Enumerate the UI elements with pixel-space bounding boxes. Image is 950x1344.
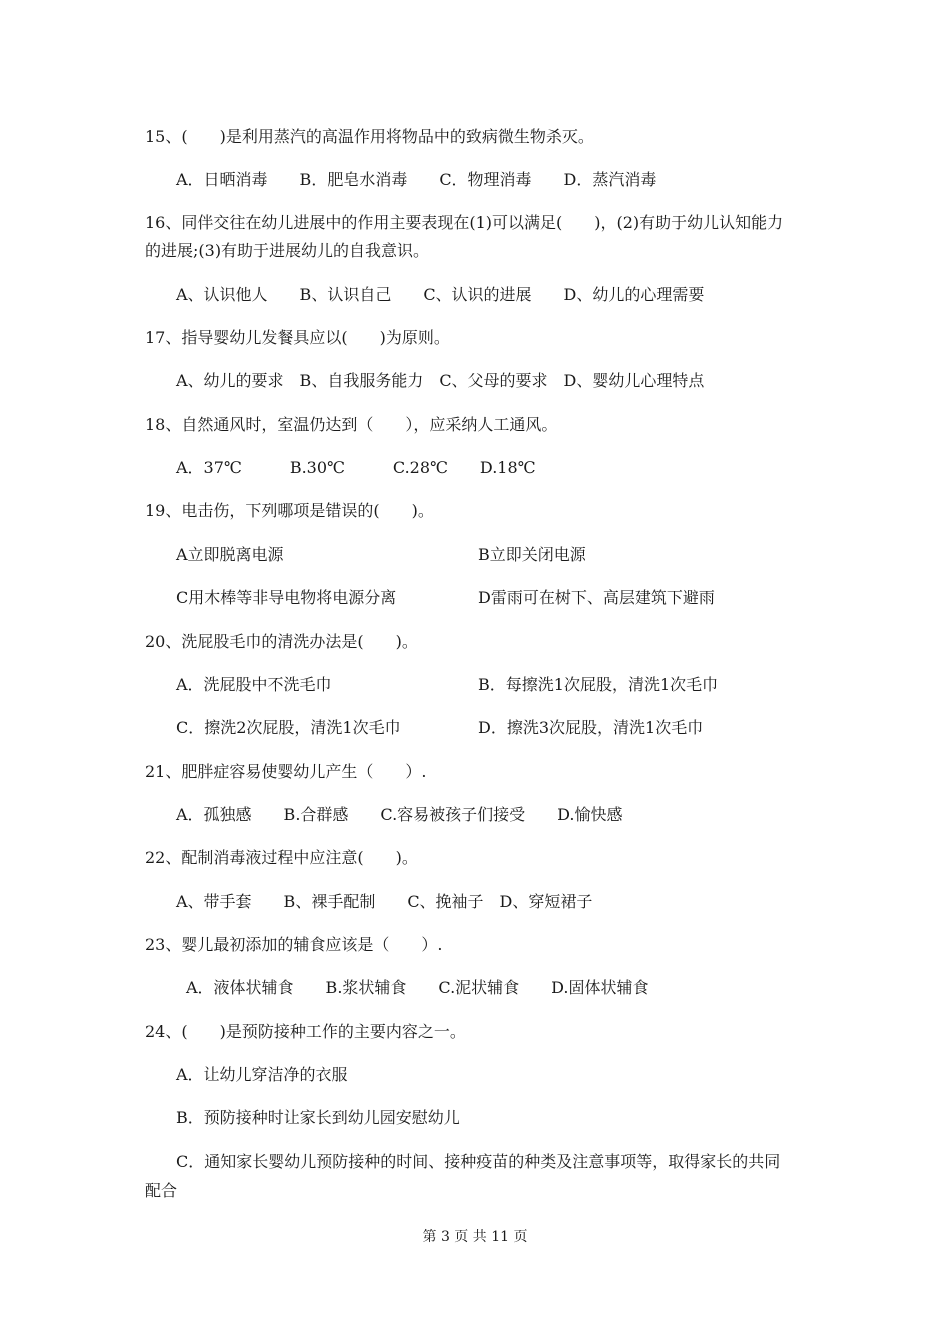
question-19: 19、电击伤，下列哪项是错误的( )。: [145, 501, 434, 520]
question-20-option-c: C．擦洗2次屁股，清洗1次毛巾: [176, 718, 401, 737]
question-19-option-b: B立即关闭电源: [478, 545, 586, 564]
question-15-options: A．日晒消毒 B．肥皂水消毒 C．物理消毒 D．蒸汽消毒: [176, 170, 657, 189]
page-footer: 第 3 页 共 11 页: [422, 1229, 528, 1245]
question-24-option-a: A．让幼儿穿洁净的衣服: [176, 1065, 348, 1084]
question-24-option-c-line-1: C．通知家长婴幼儿预防接种的时间、接种疫苗的种类及注意事项等，取得家长的共同: [176, 1152, 781, 1171]
question-21: 21、肥胖症容易使婴幼儿产生（ ）.: [145, 762, 427, 781]
question-24: 24、( )是预防接种工作的主要内容之一。: [145, 1022, 466, 1041]
question-16-line-1: 16、同伴交往在幼儿进展中的作用主要表现在(1)可以满足( )，(2)有助于幼儿认知能力: [145, 213, 784, 232]
question-18: 18、自然通风时，室温仍达到（ ），应采纳人工通风。: [145, 415, 558, 434]
question-20: 20、洗屁股毛巾的清洗办法是( )。: [145, 632, 418, 651]
question-16-options: A、认识他人 B、认识自己 C、认识的进展 D、幼儿的心理需要: [176, 285, 705, 304]
question-24-option-c-line-2: 配合: [145, 1181, 178, 1200]
question-17: 17、指导婴幼儿发餐具应以( )为原则。: [145, 328, 450, 347]
question-19-option-d: D雷雨可在树下、高层建筑下避雨: [478, 588, 715, 607]
question-20-option-b: B．每擦洗1次屁股，清洗1次毛巾: [478, 675, 719, 694]
question-16-line-2: 的进展;(3)有助于进展幼儿的自我意识。: [145, 241, 430, 260]
question-18-options: A．37℃ B.30℃ C.28℃ D.18℃: [176, 458, 536, 477]
question-23: 23、婴儿最初添加的辅食应该是（ ）.: [145, 935, 443, 954]
question-20-option-a: A．洗屁股中不洗毛巾: [176, 675, 332, 694]
question-20-option-d: D．擦洗3次屁股，清洗1次毛巾: [478, 718, 704, 737]
question-17-options: A、幼儿的要求 B、自我服务能力 C、父母的要求 D、婴幼儿心理特点: [176, 371, 705, 390]
question-19-option-c: C用木棒等非导电物将电源分离: [176, 588, 397, 607]
question-15: 15、( )是利用蒸汽的高温作用将物品中的致病微生物杀灭。: [145, 127, 594, 146]
question-19-option-a: A立即脱离电源: [176, 545, 284, 564]
question-22: 22、配制消毒液过程中应注意( )。: [145, 848, 418, 867]
question-23-options: A．液体状辅食 B.浆状辅食 C.泥状辅食 D.固体状辅食: [186, 978, 649, 997]
question-24-option-b: B．预防接种时让家长到幼儿园安慰幼儿: [176, 1108, 460, 1127]
question-22-options: A、带手套 B、裸手配制 C、挽袖子 D、穿短裙子: [176, 892, 593, 911]
question-21-options: A．孤独感 B.合群感 C.容易被孩子们接受 D.愉快感: [176, 805, 623, 824]
